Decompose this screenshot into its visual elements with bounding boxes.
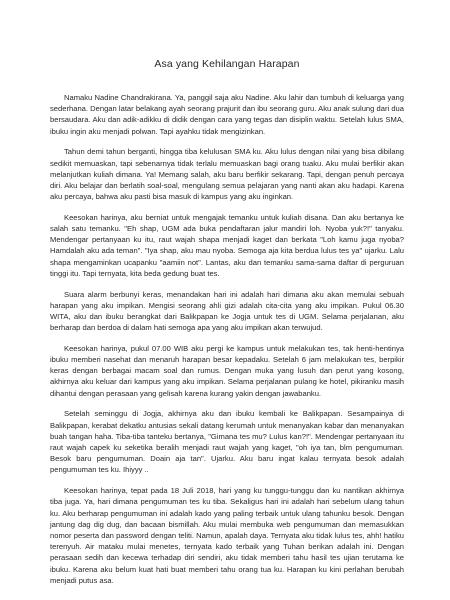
paragraph-3: Keesokan harinya, aku berniat untuk mengajak temanku untuk kuliah disana. Dan aku bertanya ke salah satu temanku. "Eh shap, UGM ada buka pendaftaran jalur mandiri loh. Nyoba yuk?!" tanyaku. Mendengar pertanyaan ku itu, raut wajah shapa menjadi kaget dan berkata "Loh kamu juga nyoba? Hamdalah aku ada teman". "Iya shap, aku mau nyoba. Semoga aja kita berdua lulus tes ya" ujarku. Lalu shapa mengaminkan ucapanku "aamiin not". Lantas, aku dan temanku sama-sama daftar di perguruan tinggi itu. Tapi ternyata, kita beda gedung buat tes. <box>50 212 404 278</box>
paragraph-1: Namaku Nadine Chandrakirana. Ya, panggil saja aku Nadine. Aku lahir dan tumbuh di keluarga yang sederhana. Dengan latar belakang ayah seorang prajurit dan ibu seorang guru. Aku anak sulung dari dua bersaudara. Aku dan adik-adikku di didik dengan cara yang tegas dan disiplin waktu. Setelah lulus SMA, ibuku ingin aku menjadi polwan. Tapi ayahku tidak mengizinkan. <box>50 93 404 136</box>
document-title: Asa yang Kehilangan Harapan <box>154 58 300 70</box>
paragraph-2: Tahun demi tahun berganti, hingga tiba kelulusan SMA ku. Aku lulus dengan nilai yang bisa dibilang sedikit memuaskan, tapi sebenarnya tidak terlalu memuaskan bagi orang tuaku. Aku mulai berfikir akan melanjutkan kuliah dimana. Ya! Memang salah, aku baru berfikir sekarang. Tapi, dengan penuh percaya diri. Aku belajar dan berlatih soal-soal, mengulang semua pelajaran yang nanti akan aku hadapi. Karena aku percaya, bahwa aku pasti bisa masuk di kampus yang aku inginkan. <box>50 147 404 202</box>
paragraph-6: Setelah seminggu di Jogja, akhirnya aku dan ibuku kembali ke Balikpapan. Sesampainya di Balikpapan, kerabat dekatku antusias sekali datang kerumah untuk menanyakan kabar dan menanyakan buah tangan haha. Tiba-tiba tanteku bertanya, "Gimana tes mu? Lulus kan?!". Mendengar pertanyaan itu raut wajah capek ku seketika beralih menjadi raut wajah yang kaget, "oh iya tan, blm pengumuman. Besok baru pengumuman. Doain aja tan". Ujarku. Aku baru ingat kalau ternyata besok adalah pengumuman tes ku. Ihiyyy .. <box>50 409 404 475</box>
paragraph-4: Suara alarm berbunyi keras, menandakan hari ini adalah hari dimana aku akan memulai sebuah harapan yang aku impikan. Mengisi seorang ahli gizi adalah cita-cita yang aku impikan. Pukul 06.30 WITA, aku dan ibuku berangkat dari Balikpapan ke Jogja untuk tes di UGM. Selama perjalanan, aku berharap dan berdoa di dalam hati semoga apa yang aku impikan akan terwujud. <box>50 289 404 333</box>
paragraph-5: Keesokan harinya, pukul 07.00 WIB aku pergi ke kampus untuk melakukan tes, tak henti-hentinya ibuku memberi nasehat dan menaruh harapan besar kepadaku. Setelah 6 jam melakukan tes, berpikir keras dengan berbagai macam soal dan rumus. Dengan muka yang lusuh dan perut yang kosong, akhirnya aku keluar dari kampus yang aku impikan. Selama perjalanan pulang ke hotel, pikiranku masih dihantui dengan perasaan yang gelisah karena kurang yakin dengan jawabanku. <box>50 343 404 398</box>
paragraph-7: Keesokan harinya, tepat pada 18 Juli 2018, hari yang ku tunggu-tunggu dan ku nantikan akhirnya tiba juga. Ya, hari dimana pengumuman tes ku tiba. Sekaligus hari ini adalah hari sebelum ulang tahun ku. Aku berharap pengumuman ini adalah kado yang paling terbaik untuk ulang tahunku besok. Dengan jantung dag dig dug, dan bacaan bismillah. Aku mulai membuka web pengumuman dan memasukkan nomor peserta dan password dengan teliti. Namun, apalah daya. Ternyata aku tidak lulus tes, ahh! hatiku terenyuh. Air mataku mulai menetes, ternyata kado terbaik yang Tuhan berikan adalah ini. Dengan perasaan sedih dan kecewa terhadap diri sendiri, aku tidak memberi tahu hasil tes ujian terutama ke ibuku. Karena aku belum kuat hati buat memberi tahu orang tua ku. Harapan ku kini perlahan berubah menjadi putus asa. <box>50 486 404 585</box>
